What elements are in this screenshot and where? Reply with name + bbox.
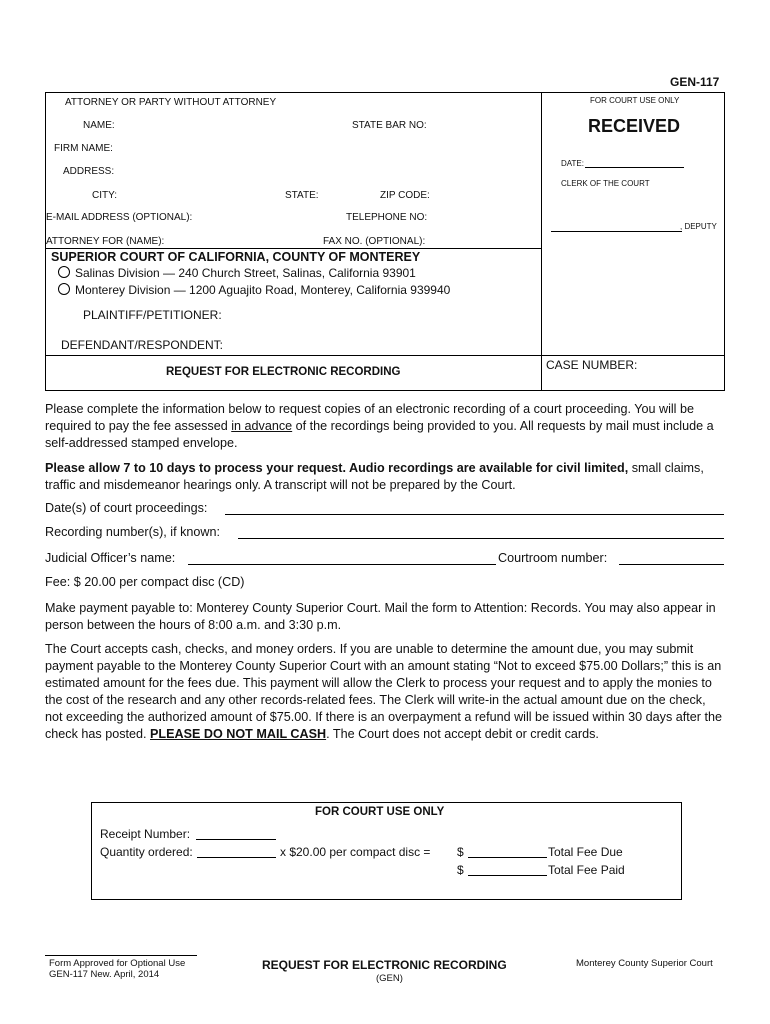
court-title: SUPERIOR COURT OF CALIFORNIA, COUNTY OF MONTEREY <box>51 250 421 264</box>
footer-title: REQUEST FOR ELECTRONIC RECORDING <box>262 958 507 972</box>
address-label[interactable]: ADDRESS: <box>63 166 115 177</box>
dollar-due: $ <box>457 845 464 859</box>
deputy-line[interactable] <box>551 231 682 232</box>
salinas-label: Salinas Division — 240 Church Street, Salinas, California 93901 <box>75 266 416 280</box>
footer-sub: (GEN) <box>376 973 403 984</box>
state-label[interactable]: STATE: <box>285 190 319 201</box>
footer-court: Monterey County Superior Court <box>576 958 713 969</box>
payment-paragraph: Make payment payable to: Monterey County Superior Court. Mail the form to Attention: Records. You may also appear in person between the hours of 8:00 a.m. and 3:30 p.m. <box>45 601 716 632</box>
case-number-label[interactable]: CASE NUMBER: <box>546 358 638 372</box>
recording-number-label: Recording number(s), if known: <box>45 525 220 539</box>
telephone-label[interactable]: TELEPHONE NO: <box>346 212 428 223</box>
rate-text: x $20.00 per compact disc = <box>280 845 431 859</box>
deputy-label: , DEPUTY <box>680 222 717 231</box>
zip-label[interactable]: ZIP CODE: <box>380 190 430 201</box>
recording-number-input[interactable] <box>238 538 724 539</box>
clerk-label: CLERK OF THE COURT <box>561 179 650 188</box>
footer-version: GEN-117 New. April, 2014 <box>49 969 160 980</box>
name-label[interactable]: NAME: <box>83 120 115 131</box>
dates-input[interactable] <box>225 514 724 515</box>
division-salinas[interactable] <box>58 266 416 280</box>
form-title: REQUEST FOR ELECTRONIC RECORDING <box>166 366 401 378</box>
quantity-label: Quantity ordered: <box>100 845 193 859</box>
total-due-input[interactable] <box>468 857 547 858</box>
email-label[interactable]: E-MAIL ADDRESS (OPTIONAL): <box>46 212 193 223</box>
intro-paragraph: Please complete the information below to request copies of an electronic recording of a court proceeding. You will be required to pay the fee assessed in advance of the recordings being provided to you. All requests by mail must include a self-addressed stamped envelope. <box>45 402 714 450</box>
court-box-title: FOR COURT USE ONLY <box>315 806 445 818</box>
attorney-for-label[interactable]: ATTORNEY FOR (NAME): <box>46 236 165 247</box>
courtroom-input[interactable] <box>619 564 724 565</box>
processing-paragraph: Please allow 7 to 10 days to process your request. Audio recordings are available for civil limited, small claims, traffic and misdemeanor hearings only. A transcript will not be prepared by the Court. <box>45 461 704 492</box>
defendant-label[interactable]: DEFENDANT/RESPONDENT: <box>61 338 224 352</box>
receipt-label: Receipt Number: <box>100 827 191 841</box>
received-stamp: RECEIVED <box>588 116 681 136</box>
salinas-radio[interactable] <box>58 266 70 278</box>
firm-name-label[interactable]: FIRM NAME: <box>54 143 113 154</box>
date-line[interactable] <box>585 167 684 168</box>
courtroom-label: Courtroom number: <box>498 551 608 565</box>
judicial-officer-label: Judicial Officer’s name: <box>45 551 176 565</box>
state-bar-label[interactable]: STATE BAR NO: <box>352 120 427 131</box>
dates-label: Date(s) of court proceedings: <box>45 501 208 515</box>
total-paid-label: Total Fee Paid <box>548 863 625 877</box>
fax-label[interactable]: FAX NO. (OPTIONAL): <box>323 236 426 247</box>
date-label: DATE: <box>561 159 584 168</box>
footer-approved: Form Approved for Optional Use <box>49 958 186 969</box>
plaintiff-label[interactable]: PLAINTIFF/PETITIONER: <box>83 308 222 322</box>
attorney-title: ATTORNEY OR PARTY WITHOUT ATTORNEY <box>65 97 277 108</box>
form-id: GEN-117 <box>670 75 720 89</box>
receipt-input[interactable] <box>196 839 276 840</box>
monterey-label: Monterey Division — 1200 Aguajito Road, Monterey, California 939940 <box>75 283 451 297</box>
division-monterey[interactable] <box>58 283 450 297</box>
total-due-label: Total Fee Due <box>548 845 623 859</box>
cash-paragraph: The Court accepts cash, checks, and money orders. If you are unable to determine the amount due, you may submit payment payable to the Monterey County Superior Court with an amount stating “Not to exceed $75.00 Dollars;” this is an estimated amount for the fees due. This payment will allow the Clerk to process your request and to apply the monies to the cost of the research and any other records-related fees. The Clerk will write-in the actual amount due on the check, not exceeding the authorized amount of $75.00. If there is an overpayment a refund will be issued within 30 days after the check has posted. PLEASE DO NOT MAIL CASH. The Court does not accept debit or credit cards. <box>45 642 722 741</box>
judicial-officer-input[interactable] <box>188 564 496 565</box>
city-label[interactable]: CITY: <box>92 190 118 201</box>
dollar-paid: $ <box>457 863 464 877</box>
court-use-label: FOR COURT USE ONLY <box>590 96 680 105</box>
footer-rule <box>45 955 197 956</box>
monterey-radio[interactable] <box>58 283 70 295</box>
total-paid-input[interactable] <box>468 875 547 876</box>
quantity-input[interactable] <box>197 857 276 858</box>
fee-text: Fee: $ 20.00 per compact disc (CD) <box>45 575 245 589</box>
